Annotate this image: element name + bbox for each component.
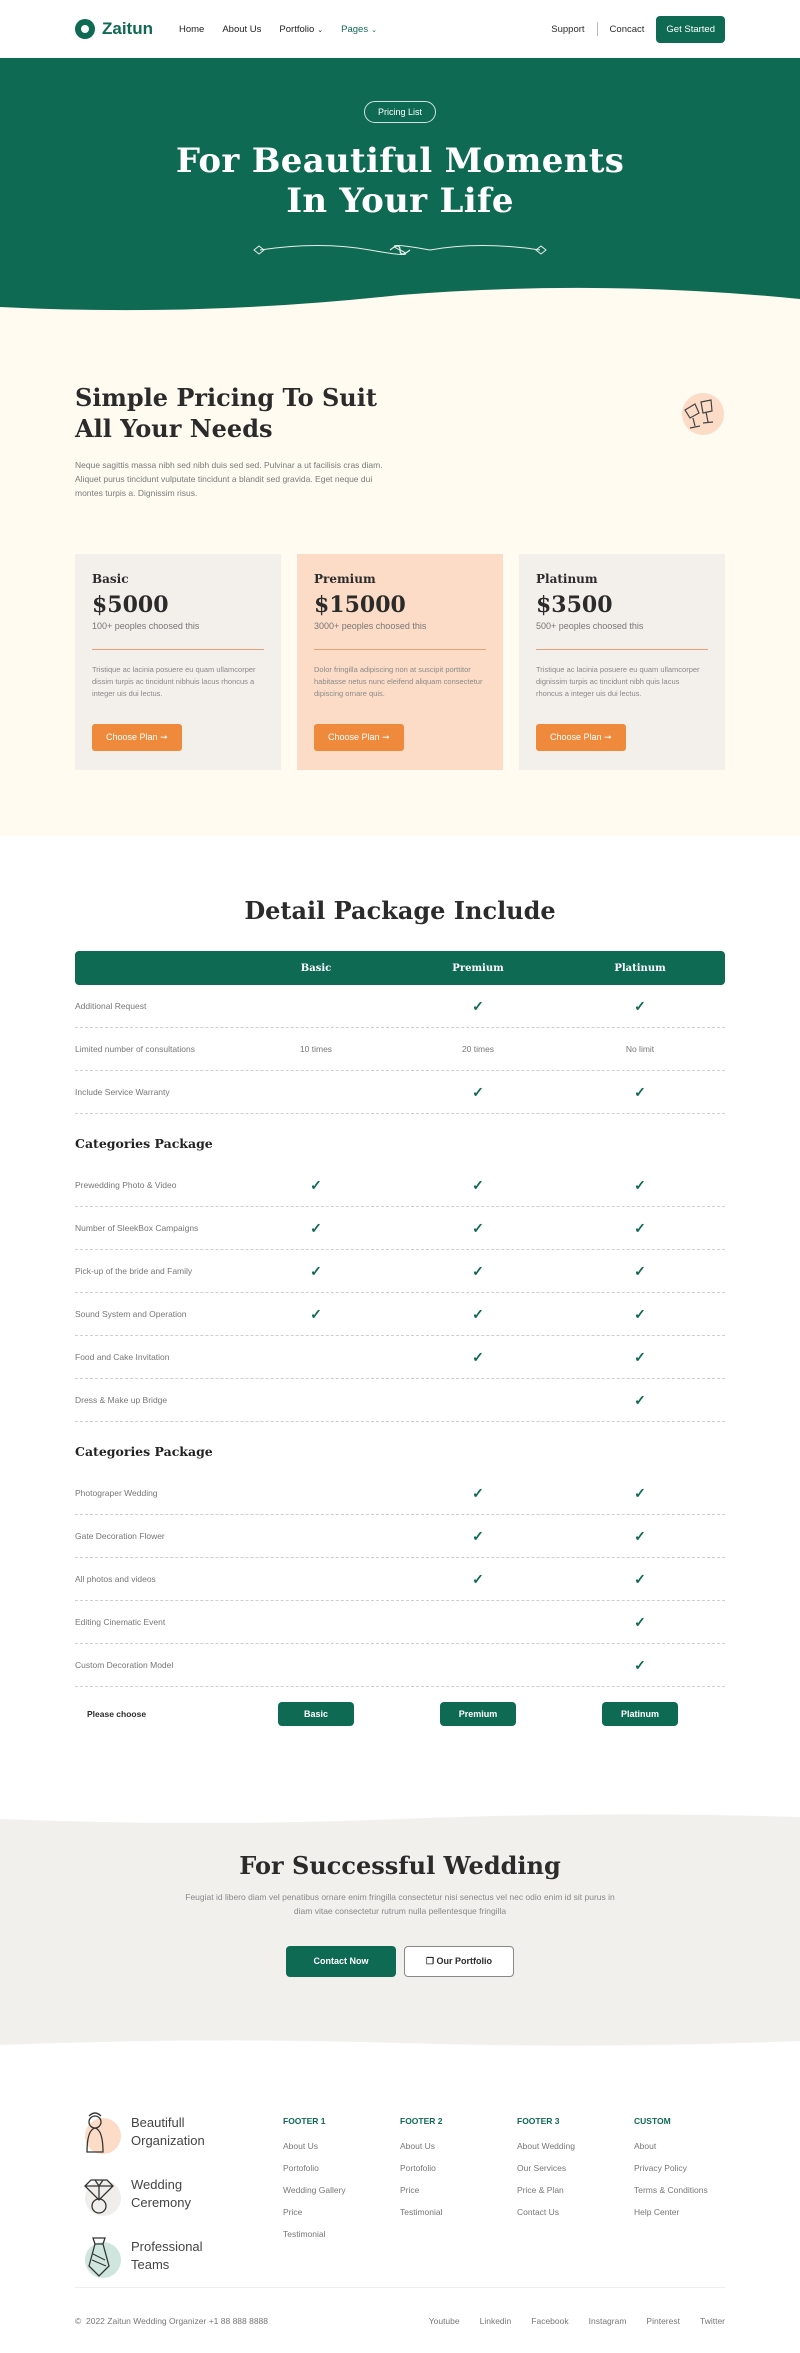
- social-links: [429, 2316, 725, 2326]
- social-twitter-link[interactable]: Twitter: [699, 2315, 725, 2326]
- pricing-title-line2: All Your Needs: [75, 414, 273, 443]
- plan-card-premium: [297, 554, 503, 770]
- our-portfolio-button[interactable]: [404, 1946, 514, 1977]
- footer-link[interactable]: Contact Us: [517, 2207, 560, 2217]
- plan-popularity: 500+ peoples choosed this: [536, 621, 644, 631]
- plan-price: $5000: [92, 592, 169, 618]
- choose-premium-button[interactable]: Premium: [440, 1702, 516, 1726]
- diamond-ring-icon: [75, 2170, 123, 2218]
- choose-label: Please choose: [87, 1709, 147, 1719]
- check-icon: ✓: [634, 997, 646, 1014]
- footer-link[interactable]: Testimonial: [283, 2229, 326, 2239]
- footer-column: [517, 2116, 634, 2251]
- contact-link[interactable]: Concact: [609, 23, 645, 35]
- feature-line1: Wedding: [131, 2177, 183, 2192]
- button-label: Choose Plan: [550, 732, 602, 742]
- plan-description: Tristique ac lacinia posuere eu quam ullamcorper dissim turpis ac tincidunt nibhuis lacus rhoncus a integer uis dui lectus.: [92, 665, 256, 698]
- table-row: [75, 1071, 725, 1114]
- bride-icon: [75, 2108, 123, 2156]
- cta-buttons: [0, 1946, 800, 1977]
- table-row: [75, 1250, 725, 1293]
- menu-item-portfolio[interactable]: [279, 24, 323, 35]
- footer-link[interactable]: Price & Plan: [517, 2185, 564, 2195]
- footer-link[interactable]: Portofolio: [283, 2163, 319, 2173]
- table-row: [75, 1515, 725, 1558]
- row-label: Include Service Warranty: [75, 1087, 170, 1097]
- check-icon: ✓: [634, 1613, 646, 1630]
- footer-column-title: CUSTOM: [634, 2116, 671, 2126]
- get-started-button[interactable]: Get Started: [656, 16, 725, 43]
- table-group-1: [75, 985, 725, 1114]
- footer: [0, 2051, 800, 2287]
- footer-link[interactable]: About Us: [400, 2141, 435, 2151]
- pricing-section: [0, 316, 800, 836]
- social-instagram-link[interactable]: Instagram: [588, 2315, 627, 2326]
- check-icon: ✓: [472, 1262, 484, 1279]
- footer-column: [400, 2116, 517, 2251]
- logo-icon: [75, 19, 95, 39]
- footer-link[interactable]: Wedding Gallery: [283, 2185, 346, 2195]
- choose-plan-button[interactable]: [314, 724, 404, 751]
- hero-section: [0, 58, 800, 316]
- cta-section: [0, 1811, 800, 2051]
- contact-now-button[interactable]: Contact Now: [286, 1946, 396, 1977]
- category-heading: Categories Package: [75, 1443, 213, 1459]
- row-label: Custom Decoration Model: [75, 1660, 174, 1670]
- plan-popularity: 3000+ peoples choosed this: [314, 621, 427, 631]
- top-navbar: [0, 0, 800, 58]
- divider: [314, 649, 486, 650]
- footer-link[interactable]: Privacy Policy: [634, 2163, 687, 2173]
- row-label: Limited number of consultations: [75, 1044, 196, 1054]
- ornament-divider-icon: [250, 239, 550, 261]
- social-linkedin-link[interactable]: Linkedin: [479, 2315, 512, 2326]
- feature-text: [131, 2238, 203, 2274]
- feature-line2: Organization: [131, 2133, 205, 2148]
- plan-name: Basic: [92, 572, 129, 586]
- check-icon: ✓: [472, 1176, 484, 1193]
- feature-item: [75, 2225, 205, 2287]
- check-icon: ✓: [634, 1219, 646, 1236]
- plan-description: Tristique ac lacinia posuere eu quam ullamcorper dignissim turpis ac tincidunt nibh quis lacus rhoncus a integer uis dui lectus.: [536, 665, 700, 698]
- brand-logo[interactable]: [75, 19, 153, 39]
- check-icon: ✓: [634, 1348, 646, 1365]
- choose-plan-button[interactable]: [92, 724, 182, 751]
- check-icon: ✓: [634, 1656, 646, 1673]
- hero-pill-badge: Pricing List: [364, 101, 436, 123]
- feature-line1: Beautifull: [131, 2115, 185, 2130]
- feature-text: [131, 2176, 191, 2212]
- footer-link[interactable]: Price: [400, 2185, 420, 2195]
- footer-link[interactable]: Price: [283, 2207, 303, 2217]
- check-icon: ✓: [634, 1527, 646, 1544]
- necktie-icon: [75, 2232, 123, 2280]
- check-icon: ✓: [634, 1262, 646, 1279]
- divider: [597, 22, 598, 36]
- social-youtube-link[interactable]: Youtube: [428, 2315, 460, 2326]
- plan-price: $3500: [536, 592, 613, 618]
- footer-column-title: FOOTER 2: [400, 2116, 443, 2126]
- social-facebook-link[interactable]: Facebook: [531, 2315, 569, 2326]
- row-label: Gate Decoration Flower: [75, 1531, 165, 1541]
- choose-row: [75, 1687, 725, 1741]
- check-icon: ✓: [472, 1083, 484, 1100]
- row-label: All photos and videos: [75, 1574, 156, 1584]
- menu-item-label: Portfolio: [279, 23, 315, 35]
- check-icon: ✓: [472, 1348, 484, 1365]
- table-row: [75, 1601, 725, 1644]
- check-icon: ✓: [310, 1176, 322, 1193]
- divider: [92, 649, 264, 650]
- table-row: [75, 1379, 725, 1422]
- cta-wave-bottom: [0, 2031, 800, 2051]
- row-label: Sound System and Operation: [75, 1309, 187, 1319]
- footer-columns: [283, 2116, 751, 2251]
- button-label: Choose Plan: [106, 732, 158, 742]
- footer-link[interactable]: About: [634, 2141, 657, 2151]
- choose-basic-button[interactable]: Basic: [278, 1702, 354, 1726]
- plan-name: Premium: [314, 572, 376, 586]
- table-row: [75, 1336, 725, 1379]
- check-icon: ✓: [472, 997, 484, 1014]
- footer-link[interactable]: Portofolio: [400, 2163, 436, 2173]
- check-icon: ✓: [472, 1305, 484, 1322]
- choose-cell: [397, 1702, 559, 1726]
- arrow-right-icon: ➞: [160, 732, 168, 742]
- support-link[interactable]: Support: [551, 23, 585, 35]
- column-header: Basic: [300, 962, 332, 974]
- button-label: Our Portfolio: [436, 1956, 493, 1966]
- hero-wave-shape: [0, 277, 800, 317]
- row-label: Dress & Make up Bridge: [75, 1395, 168, 1405]
- nav-actions: [551, 16, 725, 43]
- check-icon: ✓: [472, 1570, 484, 1587]
- table-row: [75, 1207, 725, 1250]
- table-row: [75, 1028, 725, 1071]
- plan-card-basic: [75, 554, 281, 770]
- chevron-down-icon: ⌄: [371, 26, 377, 34]
- package-detail-section: [0, 836, 800, 1811]
- feature-line2: Ceremony: [131, 2195, 191, 2210]
- check-icon: ✓: [472, 1219, 484, 1236]
- menu-item-label: Pages: [341, 23, 369, 35]
- table-row: [75, 1558, 725, 1601]
- plan-popularity: 100+ peoples choosed this: [92, 621, 200, 631]
- plan-description: Dolor fringilla adipiscing non at suscipit porttitor habitasse netus nunc eleifend aliquam consectetur dipiscing ornare quis.: [314, 665, 483, 698]
- table-cell: No limit: [625, 1044, 655, 1054]
- hero-title-line1: For Beautiful Moments: [175, 141, 625, 181]
- footer-column: [283, 2116, 400, 2251]
- pricing-title: [75, 316, 395, 444]
- check-icon: ✓: [634, 1570, 646, 1587]
- table-row: [75, 1644, 725, 1687]
- plan-price: $15000: [314, 592, 406, 618]
- row-label: Additional Request: [75, 1001, 147, 1011]
- row-label: Number of SleekBox Campaigns: [75, 1223, 199, 1233]
- footer-link[interactable]: Testimonial: [400, 2207, 443, 2217]
- footer-link[interactable]: Our Services: [517, 2163, 567, 2173]
- table-row: [75, 1472, 725, 1515]
- footer-link[interactable]: Terms & Conditions: [634, 2185, 708, 2195]
- divider: [536, 649, 708, 650]
- table-cell: 10 times: [299, 1044, 333, 1054]
- table-group-2: [75, 1164, 725, 1422]
- table-header: [75, 951, 725, 985]
- pricing-description: Neque sagittis massa nibh sed nibh duis sed sed. Pulvinar a ut facilisis cras diam. Aliquet purus tincidunt vulputate tincidunt a blandit sed gravida. Eget neque dui montes turpis a. Dignissim risus.: [75, 460, 383, 498]
- check-icon: ✓: [472, 1484, 484, 1501]
- choose-plan-button[interactable]: [536, 724, 626, 751]
- copyright-icon: ©: [75, 2315, 82, 2326]
- table-group-3: [75, 1472, 725, 1687]
- column-header: Platinum: [614, 962, 666, 974]
- check-icon: ✓: [634, 1391, 646, 1408]
- row-label: Editing Cinematic Event: [75, 1617, 166, 1627]
- choose-cell: [235, 1702, 397, 1726]
- hero-title-line2: In Your Life: [286, 181, 514, 221]
- menu-item-home[interactable]: Home: [179, 23, 205, 35]
- category-heading: Categories Package: [75, 1135, 213, 1151]
- check-icon: ✓: [310, 1219, 322, 1236]
- footer-column-title: FOOTER 1: [283, 2116, 326, 2126]
- feature-line1: Professional: [131, 2239, 203, 2254]
- footer-bottom-bar: [75, 2287, 725, 2353]
- check-icon: ✓: [634, 1176, 646, 1193]
- row-label: Photograper Wedding: [75, 1488, 158, 1498]
- row-label: Prewedding Photo & Video: [75, 1180, 177, 1190]
- cta-text: Feugiat id libero diam vel penatibus ornare enim fringilla consectetur nisi senectus vel nec odio enim id sit purus in diam vitae consectetur rutrum nulla pellentesque fringilla: [185, 1892, 615, 1916]
- social-pinterest-link[interactable]: Pinterest: [646, 2315, 680, 2326]
- check-icon: ✓: [634, 1083, 646, 1100]
- button-label: Choose Plan: [328, 732, 380, 742]
- chevron-down-icon: ⌄: [317, 26, 324, 34]
- brand-name: Zaitun: [102, 19, 153, 38]
- plan-card-platinum: [519, 554, 725, 770]
- table-row: [75, 985, 725, 1028]
- cta-title: For Successful Wedding: [239, 1851, 561, 1880]
- feature-list: [75, 2101, 205, 2287]
- check-icon: ✓: [472, 1527, 484, 1544]
- footer-link[interactable]: About Us: [283, 2141, 318, 2151]
- menu-item-pages[interactable]: [341, 24, 377, 35]
- copyright-text: 2022 Zaitun Wedding Organizer +1 88 888 8888: [86, 2315, 269, 2326]
- pricing-cards: [75, 554, 725, 770]
- check-icon: ✓: [310, 1305, 322, 1322]
- feature-item: [75, 2163, 205, 2225]
- table-cell: 20 times: [461, 1044, 495, 1054]
- arrow-right-icon: ➞: [382, 732, 390, 742]
- check-icon: ✓: [634, 1305, 646, 1322]
- row-label: Food and Cake Invitation: [75, 1352, 170, 1362]
- pricing-title-line1: Simple Pricing To Suit: [75, 383, 377, 412]
- arrow-right-icon: ➞: [604, 732, 612, 742]
- plan-name: Platinum: [536, 572, 598, 586]
- row-label: Pick-up of the bride and Family: [75, 1266, 193, 1276]
- hero-title: [0, 141, 800, 221]
- column-header: Premium: [452, 962, 504, 974]
- cta-wave-top: [0, 1811, 800, 1831]
- table-row: [75, 1293, 725, 1336]
- detail-title: Detail Package Include: [244, 896, 556, 925]
- footer-link[interactable]: About Wedding: [517, 2141, 575, 2151]
- gallery-icon: ❐: [425, 1956, 435, 1966]
- feature-text: [131, 2114, 205, 2150]
- champagne-glasses-icon: [675, 390, 725, 440]
- choose-platinum-button[interactable]: Platinum: [602, 1702, 678, 1726]
- check-icon: ✓: [310, 1262, 322, 1279]
- feature-item: [75, 2101, 205, 2163]
- feature-line2: Teams: [131, 2257, 170, 2272]
- menu-item-about[interactable]: About Us: [222, 23, 262, 35]
- check-icon: ✓: [634, 1484, 646, 1501]
- choose-cell: [559, 1702, 721, 1726]
- footer-column-title: FOOTER 3: [517, 2116, 560, 2126]
- footer-column: [634, 2116, 751, 2251]
- main-menu: [179, 24, 377, 35]
- table-row: [75, 1164, 725, 1207]
- footer-link[interactable]: Help Center: [634, 2207, 680, 2217]
